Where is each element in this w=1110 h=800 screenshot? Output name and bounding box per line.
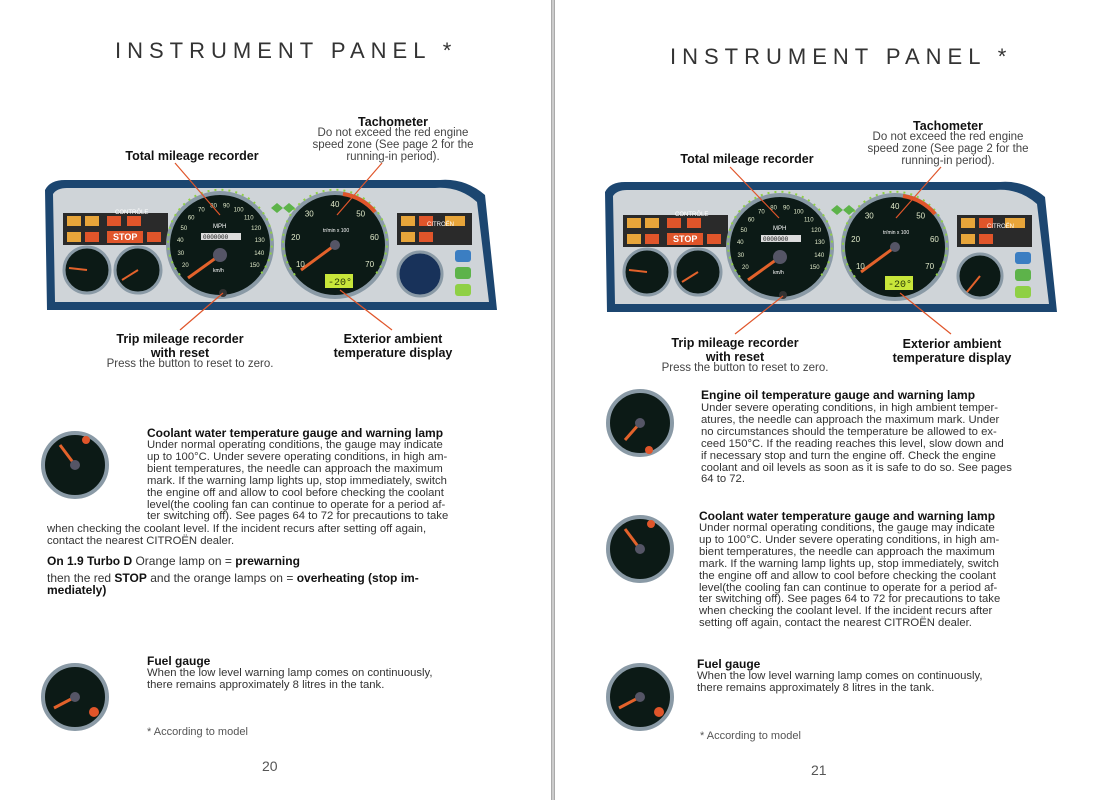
controle-text: CONTRÔLE	[675, 212, 709, 218]
text-line: setting off again, contact the nearest CITROËN dealer.	[699, 617, 972, 630]
scale-mark: 60	[369, 233, 379, 243]
scale-mark: 30	[864, 211, 874, 221]
trip-label-line: Trip mileage recorder	[671, 336, 799, 350]
scale-mark: 40	[176, 238, 184, 245]
text-line: coolant and oil levels as soon as it is safe to do so. See pages	[701, 461, 1012, 474]
coolant-heading: Coolant water temperature gauge and warning lamp	[147, 426, 444, 440]
odometer-text: 0000000	[203, 234, 229, 241]
scale-mark: 120	[811, 227, 822, 234]
scale-mark: 50	[916, 211, 926, 221]
citroen-text: CITROËN	[427, 222, 454, 228]
oil-text	[701, 403, 1049, 486]
fuel-heading: Fuel gauge	[147, 654, 211, 668]
turbo-equals: =	[286, 570, 294, 585]
text-line: there remains approximately 8 litres in the tank.	[147, 678, 385, 691]
text-line: mark. If the warning lamp lights up, stop immediately, switch	[147, 474, 447, 487]
turbo-text: then the red	[47, 570, 112, 585]
trip-desc: Press the button to reset to zero.	[106, 358, 274, 370]
scale-mark: 20	[851, 235, 861, 245]
text-line: contact the nearest CITROËN dealer.	[47, 534, 235, 547]
scale-mark: 10	[855, 262, 865, 271]
text-line: there remains approximately 8 litres in the tank.	[697, 681, 935, 694]
scale-mark: 130	[814, 240, 825, 247]
page-title: INSTRUMENT PANEL *	[670, 44, 1013, 69]
scale-mark: 50	[740, 227, 748, 234]
kmh-text: km/h	[213, 268, 224, 274]
scale-mark: 90	[223, 203, 230, 210]
scale-mark: 70	[198, 207, 205, 214]
text-line: when checking the coolant level. If the incident recurs after setting off again,	[47, 523, 427, 535]
total-mileage-label: Total mileage recorder	[680, 152, 814, 166]
text-line: 64 to 72.	[701, 473, 745, 486]
ext-label-line: Exterior ambient	[343, 332, 443, 346]
footnote: * According to model	[700, 730, 801, 742]
text-line: mark. If the warning lamp lights up, stop immediately, switch	[699, 557, 999, 570]
stop-text: STOP	[673, 234, 698, 244]
fuel-gauge-icon	[605, 662, 675, 732]
fuel-text	[147, 668, 495, 692]
scale-mark: 80	[210, 203, 217, 210]
mph-text: MPH	[213, 224, 227, 230]
scale-mark: 20	[291, 233, 301, 243]
ext-label-line: temperature display	[333, 346, 453, 360]
coolant-heading: Coolant water temperature gauge and warning lamp	[699, 509, 996, 523]
page-title: INSTRUMENT PANEL *	[115, 38, 458, 63]
tachometer-desc-line: running-in period).	[346, 151, 440, 163]
turbo-model: On 1.9 Turbo D	[47, 554, 133, 568]
trip-label-line: Trip mileage recorder	[116, 332, 244, 346]
tach-unit-text: tr/min x 100	[323, 228, 350, 234]
tachometer-label: Tachometer	[913, 119, 983, 133]
text-line: Under normal operating conditions, the gauge may indicate	[147, 439, 443, 451]
scale-mark: 30	[737, 253, 745, 259]
tach-unit-text: tr/min x 100	[883, 230, 910, 236]
scale-mark: 100	[793, 209, 804, 216]
kmh-text: km/h	[773, 270, 784, 276]
tachometer-desc-line: speed zone (See page 2 for the	[867, 143, 1029, 155]
scale-mark: 120	[251, 225, 262, 232]
turbo-overheating-cont: mediately)	[47, 582, 107, 597]
tachometer-desc-line: Do not exceed the red engine	[317, 127, 469, 139]
text-line: level(the cooling fan can continue to operate for a period af-	[147, 498, 446, 511]
tachometer-desc-line: running-in period).	[901, 155, 995, 167]
coolant-gauge-icon	[605, 514, 675, 584]
text-line: the engine off and allow to cool before checking the coolant	[699, 569, 996, 582]
page-20	[0, 0, 552, 800]
turbo-overheating: overheating (stop im-	[296, 570, 419, 585]
citroen-text: CITROËN	[987, 224, 1014, 230]
odometer-text: 0000000	[763, 236, 789, 243]
text-line: Under normal operating conditions, the gauge may indicate	[699, 522, 995, 534]
turbo-prewarning: prewarning	[235, 554, 300, 568]
scale-mark: 70	[925, 262, 935, 271]
fuel-heading: Fuel gauge	[697, 657, 761, 671]
turbo-note	[47, 556, 497, 597]
fuel-text	[697, 671, 1049, 695]
text-line: Under severe operating conditions, in high ambient temper-	[701, 402, 999, 414]
mph-text: MPH	[773, 226, 787, 232]
text-line: When the low level warning lamp comes on continuously,	[697, 670, 983, 682]
scale-mark: 110	[244, 215, 254, 222]
scale-mark: 10	[295, 260, 305, 269]
scale-mark: 70	[758, 209, 765, 216]
scale-mark: 60	[747, 217, 755, 224]
scale-mark: 20	[742, 265, 749, 271]
page-21	[555, 0, 1110, 800]
trip-desc: Press the button to reset to zero.	[661, 362, 829, 374]
text-line: atures, the needle can approach the maximum mark. Under	[701, 413, 1000, 426]
coolant-text	[147, 440, 495, 523]
text-line: up to 100°C. Under severe operating conditions, in high am-	[147, 450, 448, 463]
scale-mark: 90	[783, 205, 790, 212]
fuel-gauge-icon	[40, 662, 110, 732]
scale-mark: 40	[736, 240, 744, 247]
text-line: no circumstances should the temperature be allowed to ex-	[701, 425, 997, 438]
scale-mark: 70	[365, 260, 375, 269]
tachometer-desc-line: speed zone (See page 2 for the	[312, 139, 474, 151]
turbo-text: Orange lamp on	[135, 554, 222, 568]
scale-mark: 40	[890, 202, 900, 211]
scale-mark: 40	[330, 200, 340, 209]
page-number: 20	[262, 758, 278, 774]
scale-mark: 50	[356, 209, 366, 219]
trip-label-line: with reset	[150, 346, 210, 360]
footnote: * According to model	[147, 726, 248, 738]
temp-display-text: -20°	[328, 278, 353, 289]
scale-mark: 60	[929, 235, 939, 245]
trip-label-line: with reset	[705, 350, 765, 364]
oil-gauge-icon	[605, 388, 675, 458]
scale-mark: 150	[809, 265, 820, 271]
tachometer-desc-line: Do not exceed the red engine	[872, 131, 1024, 143]
text-line: up to 100°C. Under severe operating conditions, in high am-	[699, 533, 1000, 546]
coolant-text	[699, 523, 1049, 630]
scale-mark: 100	[233, 207, 244, 214]
callout-lines	[0, 0, 552, 400]
oil-heading: Engine oil temperature gauge and warning lamp	[701, 388, 976, 402]
total-mileage-label: Total mileage recorder	[125, 149, 259, 163]
text-line: when checking the coolant level. If the incident recurs after	[699, 605, 993, 618]
ext-label-line: Exterior ambient	[902, 337, 1002, 351]
scale-mark: 20	[182, 263, 189, 269]
scale-mark: 60	[187, 215, 195, 222]
text-line: When the low level warning lamp comes on continuously,	[147, 667, 433, 679]
scale-mark: 110	[804, 217, 814, 224]
text-line: the engine off and allow to cool before checking the coolant	[147, 486, 444, 499]
callout-lines	[555, 0, 1110, 400]
scale-mark: 140	[814, 253, 825, 259]
page-number: 21	[811, 762, 827, 778]
scale-mark: 30	[304, 209, 314, 219]
text-line: ceed 150°C. If the reading reaches this level, slow down and	[701, 437, 1004, 450]
scale-mark: 140	[254, 251, 265, 257]
turbo-equals: =	[224, 554, 232, 568]
scale-mark: 30	[177, 251, 185, 257]
text-line: if necessary stop and turn the engine off. Check the engine	[701, 449, 996, 462]
turbo-text: and the orange lamps on	[150, 570, 283, 585]
tachometer-label: Tachometer	[358, 115, 428, 129]
scale-mark: 50	[180, 225, 188, 232]
scale-mark: 130	[254, 238, 265, 245]
text-line: bient temperatures, the needle can approach the maximum	[147, 462, 443, 475]
text-line: ter switching off). See pages 64 to 72 for precautions to take	[147, 510, 449, 523]
text-line: ter switching off). See pages 64 to 72 for precautions to take	[699, 593, 1001, 606]
controle-text: CONTRÔLE	[115, 210, 149, 216]
temp-display-text: -20°	[888, 280, 913, 291]
scale-mark: 150	[249, 263, 260, 269]
coolant-text-cont	[47, 524, 497, 548]
text-line: bient temperatures, the needle can approach the maximum	[699, 545, 995, 558]
turbo-stop: STOP	[114, 570, 147, 585]
ext-label-line: temperature display	[892, 351, 1012, 365]
stop-text: STOP	[113, 232, 138, 242]
text-line: level(the cooling fan can continue to operate for a period af-	[699, 581, 998, 594]
coolant-gauge-icon	[40, 430, 110, 500]
scale-mark: 80	[770, 205, 777, 212]
